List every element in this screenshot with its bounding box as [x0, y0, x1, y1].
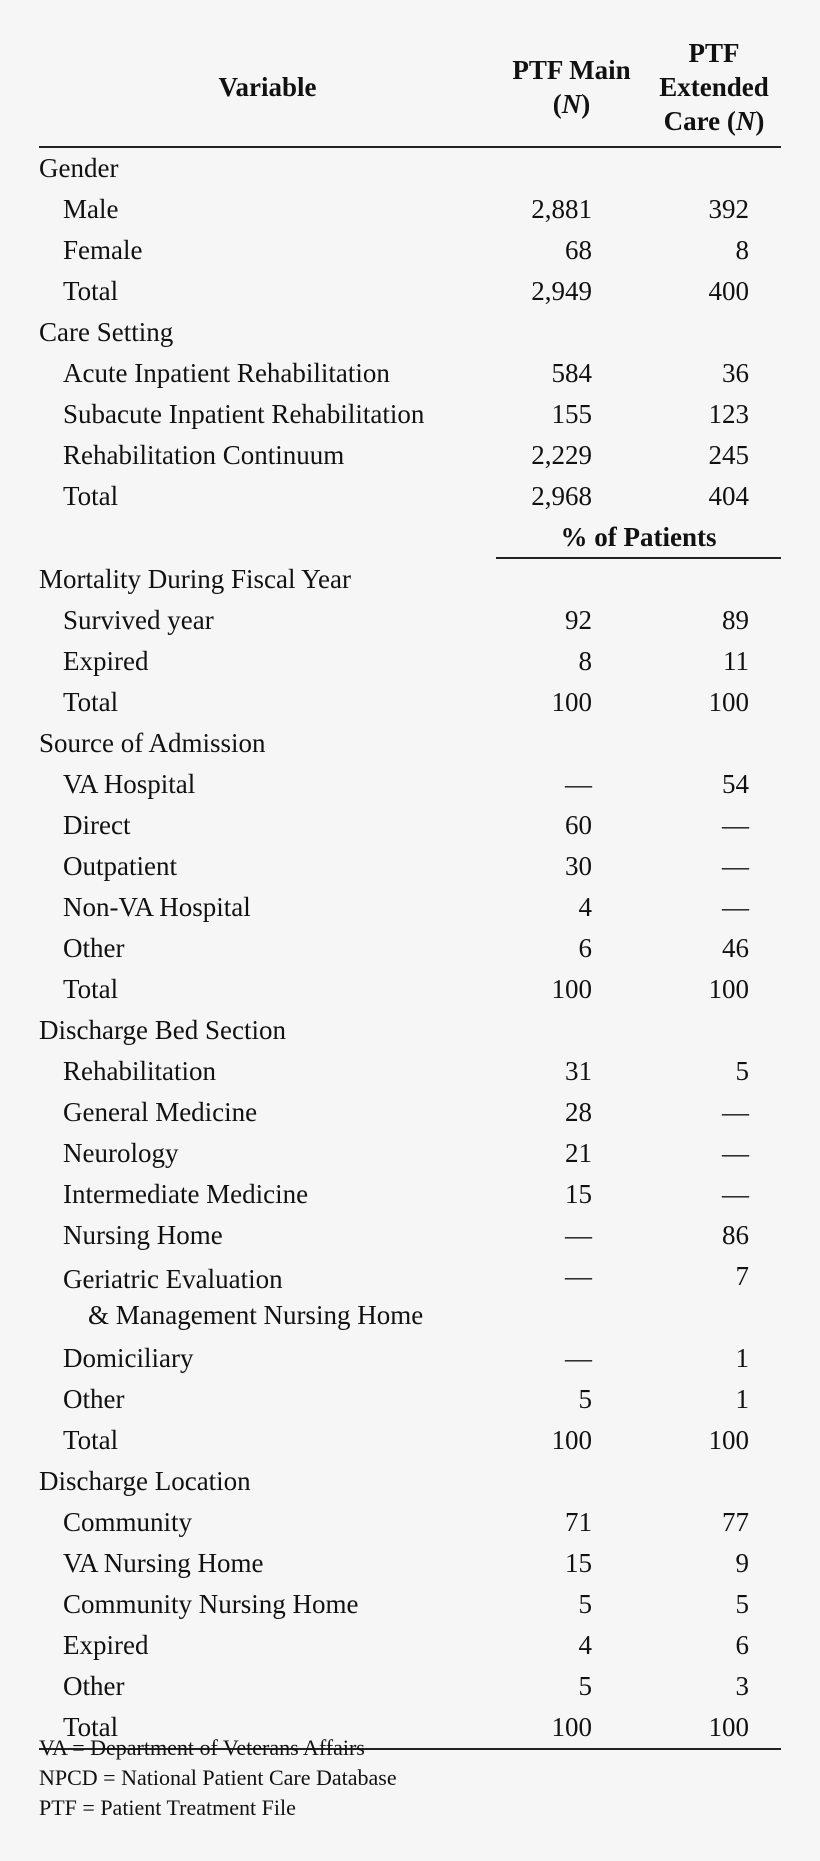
row-label [39, 641, 496, 682]
cell-ptf-extended: — [722, 892, 749, 922]
header-main-line1: PTF Main [512, 55, 631, 85]
cell-ptf-main: 2,949 [531, 276, 592, 306]
table-row [39, 1584, 781, 1625]
cell-ptf-extended: 123 [708, 399, 749, 429]
row-label-text: Total [63, 1712, 119, 1742]
cell-ptf-extended [647, 312, 781, 353]
cell-ptf-extended: 245 [708, 440, 749, 470]
paren-close: ) [581, 89, 591, 119]
row-label [39, 230, 496, 271]
cell-ptf-extended [647, 1010, 781, 1051]
table-row [39, 476, 781, 517]
cell-ptf-main: 15 [565, 1548, 592, 1578]
row-label [39, 682, 496, 723]
cell-ptf-main: — [565, 769, 592, 799]
table-row [39, 969, 781, 1010]
cell-ptf-extended: 89 [722, 605, 749, 635]
cell-ptf-extended: 9 [735, 1548, 749, 1578]
cell-ptf-main [496, 147, 647, 189]
cell-ptf-extended: 7 [735, 1261, 749, 1291]
cell-ptf-extended: 77 [722, 1507, 749, 1537]
cell-ptf-extended: 404 [708, 481, 749, 511]
table-row [39, 805, 781, 846]
cell-ptf-main: 60 [565, 810, 592, 840]
cell-ptf-main: 8 [578, 646, 592, 676]
data-table [39, 28, 781, 1750]
cell-ptf-main: 31 [565, 1056, 592, 1086]
row-label [39, 846, 496, 887]
row-label [39, 1174, 496, 1215]
cell-ptf-main: — [565, 1261, 592, 1291]
row-label-text: Neurology [63, 1138, 179, 1168]
cell-ptf-main: 100 [496, 1707, 647, 1749]
cell-ptf-main: 92 [565, 605, 592, 635]
row-label-text: Gender [39, 153, 119, 183]
cell-ptf-main: 2,968 [531, 481, 592, 511]
header-ext-line3 [647, 104, 781, 138]
cell-ptf-extended: 392 [708, 194, 749, 224]
row-label-text: Non-VA Hospital [63, 892, 251, 922]
row-label-text: Expired [63, 646, 149, 676]
header-variable-text: Variable [218, 72, 317, 102]
cell-ptf-extended: — [722, 1179, 749, 1209]
cell-ptf-main: — [565, 1343, 592, 1373]
row-label-text: Male [63, 194, 119, 224]
cell-ptf-main: 30 [565, 851, 592, 881]
cell-ptf-extended [647, 723, 781, 764]
header-ptf-main [496, 28, 647, 147]
cell-ptf-main: 584 [551, 358, 592, 388]
section-row [39, 312, 781, 353]
row-label-text: Total [63, 687, 119, 717]
row-label-text: General Medicine [63, 1097, 258, 1127]
row-label [39, 1666, 496, 1707]
header-main-line2 [496, 87, 647, 121]
section-row [39, 723, 781, 764]
row-label-text: Subacute Inpatient Rehabilitation [63, 399, 425, 429]
cell-ptf-main [496, 1461, 647, 1502]
cell-ptf-main: 4 [578, 892, 592, 922]
table-row [39, 1092, 781, 1133]
row-label-text: Outpatient [63, 851, 177, 881]
table-row [39, 435, 781, 476]
cell-ptf-main: 28 [565, 1097, 592, 1127]
section-row [39, 1461, 781, 1502]
table-row [39, 1133, 781, 1174]
table-row [39, 1338, 781, 1379]
section-label [39, 1010, 496, 1051]
table-row [39, 641, 781, 682]
cell-ptf-main [496, 1010, 647, 1051]
row-label-text: Other [63, 1671, 125, 1701]
table-row [39, 928, 781, 969]
row-label-text: Discharge Bed Section [39, 1015, 286, 1045]
cell-ptf-extended: 11 [723, 646, 749, 676]
table-row [39, 1051, 781, 1092]
blank-cell [39, 517, 496, 558]
table-row [39, 1215, 781, 1256]
cell-ptf-main: 2,229 [531, 440, 592, 470]
table-row [39, 1543, 781, 1584]
cell-ptf-extended: — [722, 851, 749, 881]
row-label-text: Intermediate Medicine [63, 1179, 309, 1209]
table-row [39, 846, 781, 887]
cell-ptf-main: — [565, 1220, 592, 1250]
cell-ptf-main: 5 [578, 1671, 592, 1701]
row-label [39, 1420, 496, 1461]
footnote: VA = Department of Veterans Affairs [39, 1735, 365, 1760]
row-label [39, 1215, 496, 1256]
footnotes [39, 1733, 397, 1823]
row-label [39, 271, 496, 312]
cell-ptf-extended [647, 147, 781, 189]
table-row [39, 682, 781, 723]
cell-ptf-extended: 100 [708, 687, 749, 717]
table-body [39, 147, 781, 1749]
row-label [39, 1379, 496, 1420]
table-row [39, 600, 781, 641]
section-label [39, 312, 496, 353]
cell-ptf-extended: — [722, 810, 749, 840]
section-label [39, 723, 496, 764]
section-label [39, 1461, 496, 1502]
row-label-text: Direct [63, 810, 131, 840]
row-label-text: VA Hospital [63, 769, 196, 799]
cell-ptf-extended: 8 [735, 235, 749, 265]
table-row [39, 1666, 781, 1707]
cell-ptf-extended: 1 [735, 1384, 749, 1414]
section-row [39, 558, 781, 600]
cell-ptf-main: 5 [578, 1384, 592, 1414]
percent-subheader-row [39, 517, 781, 558]
footnote: NPCD = National Patient Care Database [39, 1765, 397, 1790]
row-label [39, 353, 496, 394]
n-symbol: N [735, 106, 756, 136]
table-row [39, 271, 781, 312]
row-label-text: Domiciliary [63, 1343, 194, 1373]
cell-ptf-main [496, 558, 647, 600]
row-label [39, 805, 496, 846]
row-label [39, 394, 496, 435]
header-row [39, 28, 781, 147]
cell-ptf-main [496, 312, 647, 353]
row-label [39, 1543, 496, 1584]
section-label [39, 147, 496, 189]
header-ptf-extended [647, 28, 781, 147]
cell-ptf-main: 2,881 [531, 194, 592, 224]
cell-ptf-extended [647, 558, 781, 600]
row-label-text: Expired [63, 1630, 149, 1660]
cell-ptf-extended: 400 [708, 276, 749, 306]
cell-ptf-main: 100 [551, 1425, 592, 1455]
row-label [39, 969, 496, 1010]
cell-ptf-main: 6 [578, 933, 592, 963]
header-ext-line1: PTF [688, 38, 740, 68]
cell-ptf-main: 155 [551, 399, 592, 429]
row-label [39, 435, 496, 476]
row-label [39, 476, 496, 517]
cell-ptf-main [496, 723, 647, 764]
row-label-text: Community [63, 1507, 193, 1537]
row-label-text: VA Nursing Home [63, 1548, 264, 1578]
row-label-text: Other [63, 1384, 125, 1414]
cell-ptf-extended: — [722, 1138, 749, 1168]
table-row [39, 1256, 781, 1338]
paren-open: ( [552, 89, 562, 119]
row-label [39, 1133, 496, 1174]
row-label [39, 1584, 496, 1625]
row-label-text: Nursing Home [63, 1220, 223, 1250]
row-label [39, 887, 496, 928]
cell-ptf-extended: — [722, 1097, 749, 1127]
table-row [39, 1625, 781, 1666]
row-label [39, 1092, 496, 1133]
row-label-text: Total [63, 974, 119, 1004]
row-label-text: Total [63, 276, 119, 306]
row-label-text: Acute Inpatient Rehabilitation [63, 358, 390, 388]
header-variable [39, 28, 496, 147]
cell-ptf-extended: 46 [722, 933, 749, 963]
section-label [39, 558, 496, 600]
row-label-text: Rehabilitation [63, 1056, 216, 1086]
row-label-text: Female [63, 235, 143, 265]
row-label [39, 1051, 496, 1092]
table-row [39, 887, 781, 928]
row-label-text: Total [63, 1425, 119, 1455]
section-row [39, 147, 781, 189]
row-label-continuation: & Management Nursing Home [88, 1300, 424, 1330]
row-label-text: Geriatric Evaluation [63, 1264, 283, 1294]
row-label [39, 928, 496, 969]
cell-ptf-main: 5 [578, 1589, 592, 1619]
table-row [39, 1502, 781, 1543]
cell-ptf-main: 100 [551, 687, 592, 717]
row-label [39, 1256, 496, 1338]
table-row [39, 1174, 781, 1215]
row-label-text: Other [63, 933, 125, 963]
row-label-text: Survived year [63, 605, 214, 635]
row-label [39, 1502, 496, 1543]
cell-ptf-extended [647, 1461, 781, 1502]
row-label [39, 189, 496, 230]
cell-ptf-extended: 1 [735, 1343, 749, 1373]
cell-ptf-extended: 86 [722, 1220, 749, 1250]
table-row [39, 1420, 781, 1461]
cell-ptf-main: 15 [565, 1179, 592, 1209]
row-label [39, 764, 496, 805]
row-label-text: Discharge Location [39, 1466, 251, 1496]
table-row [39, 230, 781, 271]
row-label-text: Rehabilitation Continuum [63, 440, 345, 470]
percent-of-patients-header: % of Patients [496, 517, 781, 558]
cell-ptf-extended: 100 [708, 974, 749, 1004]
cell-ptf-main: 71 [565, 1507, 592, 1537]
header-ext-line2: Extended [659, 72, 769, 102]
cell-ptf-extended: 36 [722, 358, 749, 388]
cell-ptf-extended: 54 [722, 769, 749, 799]
table-row [39, 1379, 781, 1420]
row-label-text: Total [63, 481, 119, 511]
row-label [39, 1625, 496, 1666]
table-row [39, 353, 781, 394]
table-row [39, 189, 781, 230]
row-label-text: Source of Admission [39, 728, 266, 758]
cell-ptf-extended: 100 [647, 1707, 781, 1749]
n-symbol: N [561, 89, 582, 119]
cell-ptf-main: 4 [578, 1630, 592, 1660]
row-label [39, 600, 496, 641]
table-row [39, 764, 781, 805]
footnote: PTF = Patient Treatment File [39, 1795, 296, 1820]
row-label-text: Mortality During Fiscal Year [39, 563, 351, 594]
row-label [39, 1338, 496, 1379]
cell-ptf-main: 21 [565, 1138, 592, 1168]
cell-ptf-extended: 5 [735, 1589, 749, 1619]
section-row [39, 1010, 781, 1051]
paren-close: ) [755, 106, 765, 136]
cell-ptf-extended: 6 [735, 1630, 749, 1660]
row-label-text: Care Setting [39, 317, 174, 347]
row-label-text: Community Nursing Home [63, 1589, 359, 1619]
cell-ptf-extended: 100 [708, 1425, 749, 1455]
table-row [39, 394, 781, 435]
cell-ptf-extended: 5 [735, 1056, 749, 1086]
cell-ptf-main: 100 [551, 974, 592, 1004]
care-paren-open: Care ( [663, 106, 736, 136]
cell-ptf-main: 68 [565, 235, 592, 265]
cell-ptf-extended: 3 [735, 1671, 749, 1701]
